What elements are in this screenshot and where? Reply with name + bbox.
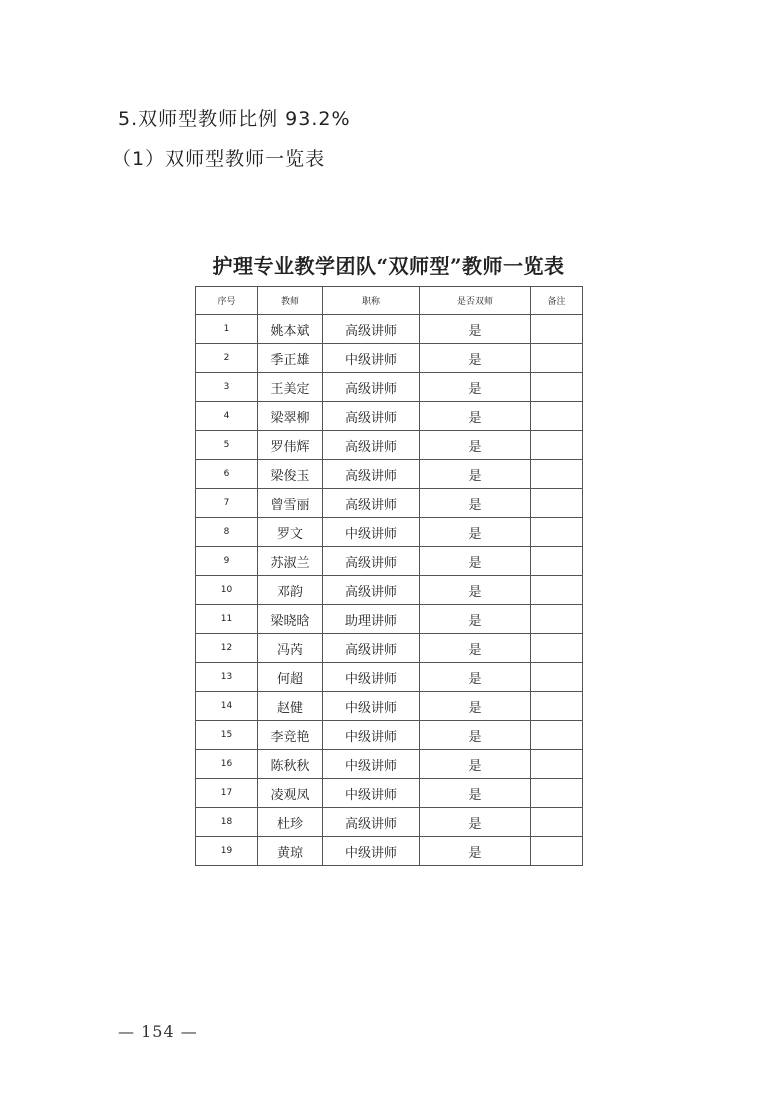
cell-note [531, 634, 583, 663]
header-dual: 是否双师 [420, 287, 531, 315]
cell-index: 15 [196, 721, 258, 750]
cell-rank: 高级讲师 [323, 808, 420, 837]
cell-index: 13 [196, 663, 258, 692]
cell-rank: 中级讲师 [323, 837, 420, 866]
cell-teacher: 陈秋秋 [258, 750, 323, 779]
table-row [196, 489, 583, 518]
cell-note [531, 576, 583, 605]
cell-note [531, 315, 583, 344]
cell-note [531, 460, 583, 489]
cell-rank: 高级讲师 [323, 576, 420, 605]
cell-rank: 高级讲师 [323, 634, 420, 663]
table-row [196, 460, 583, 489]
cell-rank: 中级讲师 [323, 518, 420, 547]
cell-dual: 是 [420, 808, 531, 837]
cell-index: 6 [196, 460, 258, 489]
page-number: — 154 — [118, 1022, 198, 1041]
cell-teacher: 李竞艳 [258, 721, 323, 750]
teacher-table [195, 286, 583, 866]
cell-note [531, 750, 583, 779]
cell-index: 12 [196, 634, 258, 663]
cell-dual: 是 [420, 489, 531, 518]
header-index: 序号 [196, 287, 258, 315]
cell-rank: 高级讲师 [323, 431, 420, 460]
cell-rank: 高级讲师 [323, 489, 420, 518]
cell-index: 8 [196, 518, 258, 547]
table-row [196, 373, 583, 402]
table-title: 护理专业教学团队“双师型”教师一览表 [212, 254, 565, 278]
cell-index: 7 [196, 489, 258, 518]
cell-teacher: 黄琼 [258, 837, 323, 866]
table-header-row [196, 287, 583, 315]
cell-note [531, 489, 583, 518]
table-body [196, 315, 583, 866]
cell-index: 11 [196, 605, 258, 634]
cell-teacher: 罗文 [258, 518, 323, 547]
cell-index: 5 [196, 431, 258, 460]
cell-rank: 高级讲师 [323, 460, 420, 489]
table-row [196, 634, 583, 663]
table-row [196, 721, 583, 750]
table-row [196, 547, 583, 576]
cell-teacher: 季正雄 [258, 344, 323, 373]
cell-rank: 中级讲师 [323, 663, 420, 692]
cell-dual: 是 [420, 431, 531, 460]
cell-note [531, 344, 583, 373]
table-row [196, 431, 583, 460]
cell-rank: 中级讲师 [323, 344, 420, 373]
section-heading: 5.双师型教师比例 93.2% [118, 108, 351, 130]
cell-note [531, 605, 583, 634]
cell-rank: 中级讲师 [323, 779, 420, 808]
cell-rank: 高级讲师 [323, 402, 420, 431]
cell-note [531, 721, 583, 750]
cell-rank: 中级讲师 [323, 750, 420, 779]
cell-note [531, 837, 583, 866]
cell-dual: 是 [420, 518, 531, 547]
table-row [196, 605, 583, 634]
cell-note [531, 808, 583, 837]
cell-rank: 助理讲师 [323, 605, 420, 634]
table-row [196, 663, 583, 692]
cell-teacher: 凌观凤 [258, 779, 323, 808]
cell-dual: 是 [420, 721, 531, 750]
cell-teacher: 何超 [258, 663, 323, 692]
table-row [196, 779, 583, 808]
table-row [196, 344, 583, 373]
cell-dual: 是 [420, 837, 531, 866]
cell-teacher: 赵健 [258, 692, 323, 721]
cell-teacher: 罗伟辉 [258, 431, 323, 460]
cell-rank: 中级讲师 [323, 692, 420, 721]
cell-note [531, 373, 583, 402]
cell-dual: 是 [420, 634, 531, 663]
cell-note [531, 547, 583, 576]
cell-rank: 高级讲师 [323, 315, 420, 344]
cell-dual: 是 [420, 750, 531, 779]
cell-dual: 是 [420, 460, 531, 489]
cell-index: 1 [196, 315, 258, 344]
cell-teacher: 梁晓晗 [258, 605, 323, 634]
cell-index: 9 [196, 547, 258, 576]
cell-index: 10 [196, 576, 258, 605]
cell-dual: 是 [420, 605, 531, 634]
cell-teacher: 姚本斌 [258, 315, 323, 344]
cell-rank: 中级讲师 [323, 721, 420, 750]
cell-dual: 是 [420, 663, 531, 692]
table-row [196, 315, 583, 344]
header-note: 备注 [531, 287, 583, 315]
table-row [196, 402, 583, 431]
cell-note [531, 692, 583, 721]
cell-note [531, 663, 583, 692]
table-row [196, 837, 583, 866]
cell-teacher: 苏淑兰 [258, 547, 323, 576]
cell-teacher: 梁翠柳 [258, 402, 323, 431]
cell-dual: 是 [420, 779, 531, 808]
table-row [196, 518, 583, 547]
cell-dual: 是 [420, 344, 531, 373]
subsection-heading: （1）双师型教师一览表 [112, 148, 326, 170]
table-row [196, 692, 583, 721]
cell-dual: 是 [420, 547, 531, 576]
cell-index: 17 [196, 779, 258, 808]
cell-index: 18 [196, 808, 258, 837]
cell-note [531, 431, 583, 460]
cell-teacher: 邓韵 [258, 576, 323, 605]
header-rank: 职称 [323, 287, 420, 315]
cell-dual: 是 [420, 692, 531, 721]
cell-index: 14 [196, 692, 258, 721]
cell-note [531, 779, 583, 808]
cell-dual: 是 [420, 402, 531, 431]
cell-note [531, 518, 583, 547]
cell-index: 19 [196, 837, 258, 866]
cell-dual: 是 [420, 373, 531, 402]
cell-index: 4 [196, 402, 258, 431]
table-row [196, 808, 583, 837]
cell-teacher: 曾雪丽 [258, 489, 323, 518]
table-row [196, 750, 583, 779]
cell-note [531, 402, 583, 431]
cell-teacher: 王美定 [258, 373, 323, 402]
cell-teacher: 冯芮 [258, 634, 323, 663]
cell-rank: 高级讲师 [323, 373, 420, 402]
cell-teacher: 杜珍 [258, 808, 323, 837]
cell-index: 16 [196, 750, 258, 779]
header-teacher: 教师 [258, 287, 323, 315]
cell-dual: 是 [420, 315, 531, 344]
cell-rank: 高级讲师 [323, 547, 420, 576]
cell-index: 2 [196, 344, 258, 373]
cell-index: 3 [196, 373, 258, 402]
cell-teacher: 梁俊玉 [258, 460, 323, 489]
cell-dual: 是 [420, 576, 531, 605]
table-row [196, 576, 583, 605]
